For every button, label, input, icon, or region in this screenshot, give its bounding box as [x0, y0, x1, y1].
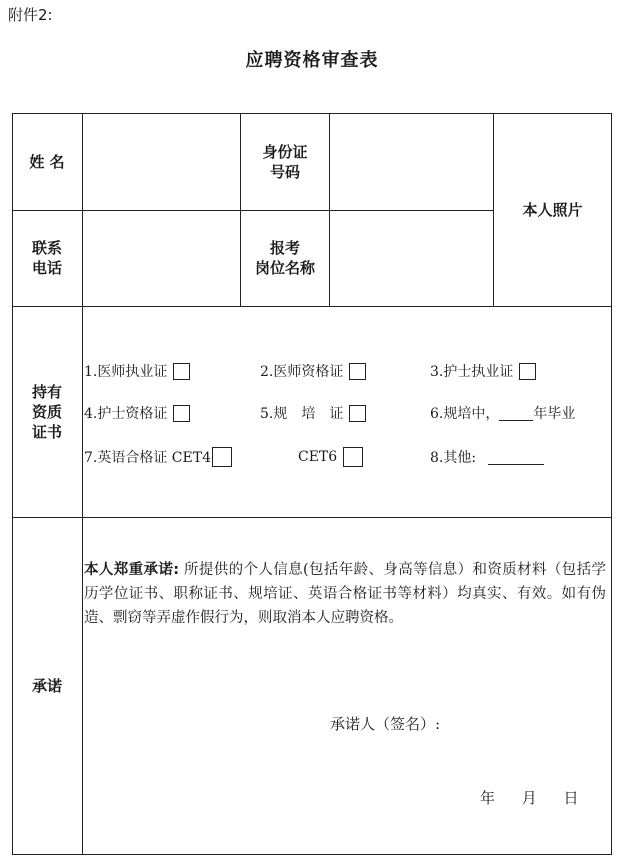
id-number-label: 身份证 号码: [262, 142, 308, 181]
phone-field[interactable]: [83, 211, 239, 305]
name-label: 姓 名: [29, 152, 65, 171]
other-blank[interactable]: [488, 450, 544, 465]
checkbox-cet4[interactable]: [212, 447, 232, 467]
date-label: 年 月 日: [480, 789, 579, 807]
promise-text: [84, 558, 606, 630]
cert-item-3: 3.护士执业证: [430, 361, 536, 381]
cert-item-7b: CET6: [298, 447, 363, 467]
id-number-field[interactable]: [330, 114, 492, 209]
checkbox-nurse-qualification[interactable]: [173, 405, 190, 422]
checkbox-doctor-license[interactable]: [173, 363, 190, 380]
cert-item-5: 5.规 培 证: [260, 403, 366, 423]
name-field[interactable]: [83, 114, 239, 209]
checkbox-doctor-qualification[interactable]: [349, 363, 366, 380]
promise-body: 所提供的个人信息(包括年龄、身高等信息）和资质材料（包括学历学位证书、职称证书、规培证、英语合格证书等材料）均真实、有效。如有伪造、剽窃等弄虚作假行为，则取消本人应聘资格。: [84, 562, 606, 626]
attachment-label: 附件2:: [8, 6, 53, 24]
photo-box[interactable]: [493, 113, 612, 306]
page-title: 应聘资格审查表: [245, 50, 379, 71]
photo-label: 本人照片: [522, 200, 583, 219]
table-border-bottom: [12, 854, 612, 855]
cert-item-4: 4.护士资格证: [84, 403, 190, 423]
promise-label: 承诺: [31, 676, 62, 695]
row-divider-3: [12, 517, 612, 518]
graduation-year-blank[interactable]: [499, 406, 533, 421]
checkbox-nurse-license[interactable]: [519, 363, 536, 380]
cert-item-1: 1.医师执业证: [84, 361, 190, 381]
cert-item-8: 8.其他:: [430, 447, 544, 467]
certificates-label: 持有 资质 证书: [31, 382, 62, 441]
cert-item-6: 6.规培中， 年毕业: [430, 406, 576, 422]
cert-item-2: 2.医师资格证: [260, 361, 366, 381]
cert-item-7: 7.英语合格证 CET4: [84, 447, 232, 467]
review-form-table: [12, 113, 612, 855]
phone-label: 联系 电话: [31, 239, 62, 277]
row-divider-2: [12, 306, 612, 307]
position-field[interactable]: [330, 211, 492, 305]
checkbox-training-certificate[interactable]: [349, 405, 366, 422]
promise-lead: 本人郑重承诺:: [84, 562, 180, 578]
checkbox-cet6[interactable]: [343, 447, 363, 467]
signer-label: 承诺人（签名）:: [330, 715, 441, 733]
position-label: 报考 岗位名称: [254, 239, 315, 277]
